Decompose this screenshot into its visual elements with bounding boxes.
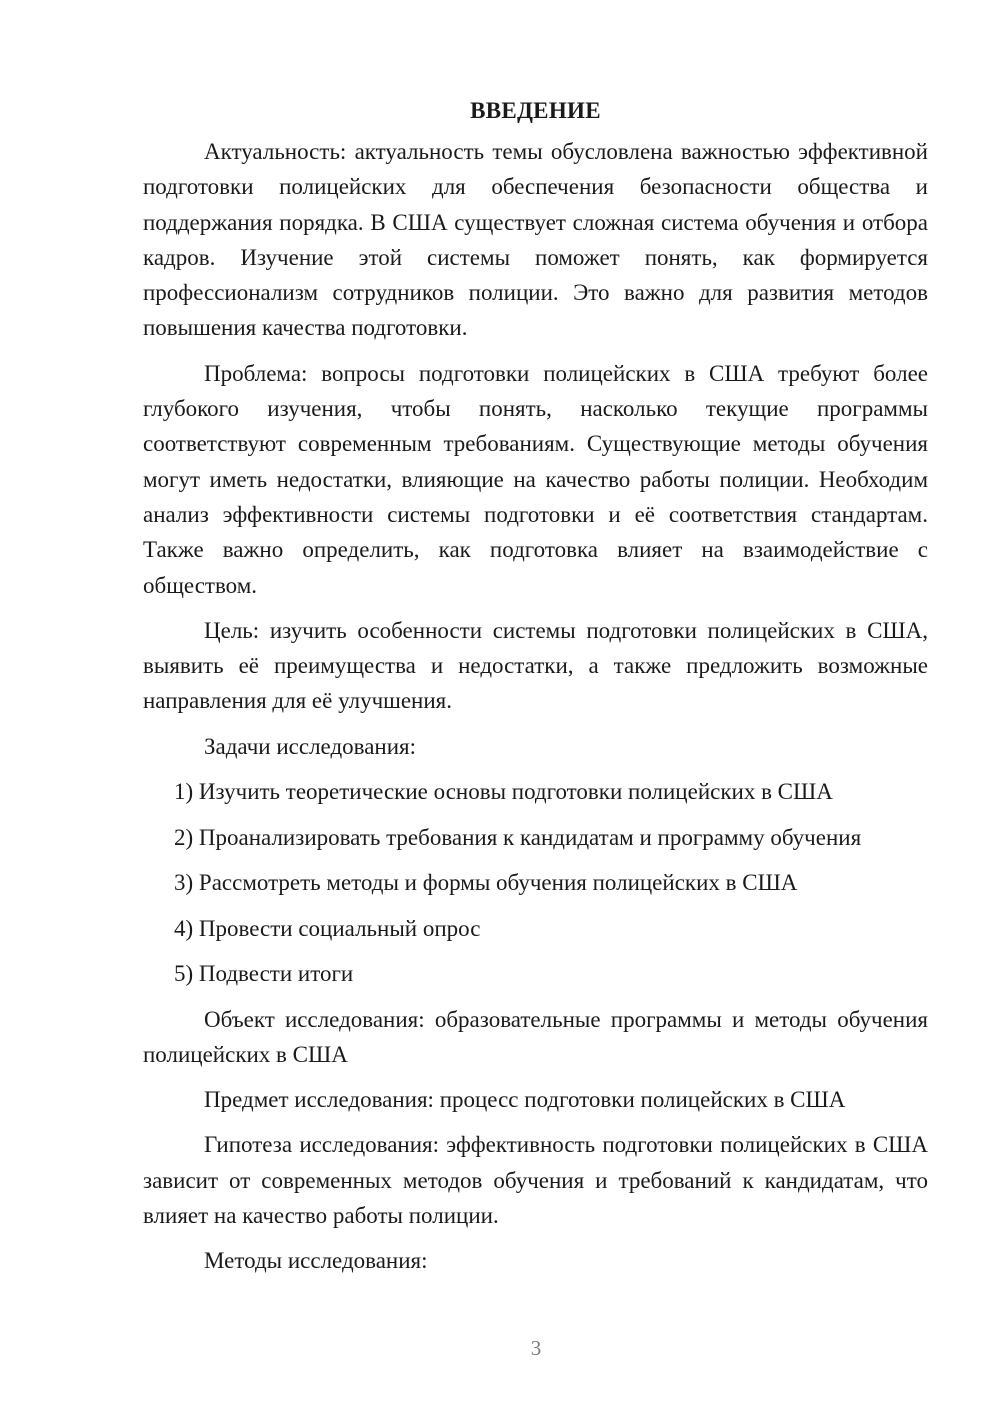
paragraph-relevance: Актуальность: актуальность темы обусловлена важностью эффективной подготовки полицейских для обеспечения безопасности общества и поддержания порядка. В США существует сложная система обучения и отбора кадров. Изучение этой системы поможет понять, как формируется профессионализм сотрудников полиции. Это важно для развития методов повышения качества подготовки. [143,139,928,341]
task-item-1: 1) Изучить теоретические основы подготовки полицейских в США [174,779,833,805]
paragraph-tasks-intro: Задачи исследования: [204,733,417,759]
paragraph-object: Объект исследования: образовательные программы и методы обучения полицейских в США [143,1006,928,1067]
task-item-2: 2) Проанализировать требования к кандидатам и программу обучения [174,824,862,850]
document-page [143,96,928,1289]
paragraph-subject: Предмет исследования: процесс подготовки полицейских в США [204,1087,846,1113]
task-item-5: 5) Подвести итоги [174,961,354,987]
paragraph-methods: Методы исследования: [204,1248,428,1274]
paragraph-problem: Проблема: вопросы подготовки полицейских в США требуют более глубокого изучения, чтобы понять, насколько текущие программы соответствуют современным требованиям. Существующие методы обучения могут иметь недостатки, влияющие на качество работы полиции. Необходим анализ эффективности системы подготовки и её соответствия стандартам. Также важно определить, как подготовка влияет на взаимодействие с обществом. [143,360,928,598]
paragraph-goal: Цель: изучить особенности системы подготовки полицейских в США, выявить её преимущества и недостатки, а также предложить возможные направления для её улучшения. [143,617,928,714]
task-item-3: 3) Рассмотреть методы и формы обучения полицейских в США [174,870,798,896]
paragraph-hypothesis: Гипотеза исследования: эффективность подготовки полицейских в США зависит от современных методов обучения и требований к кандидатам, что влияет на качество работы полиции. [143,1132,928,1229]
section-heading: ВВЕДЕНИЕ [470,98,601,123]
task-item-4: 4) Провести социальный опрос [174,915,481,941]
page-number: 3 [530,1336,542,1360]
